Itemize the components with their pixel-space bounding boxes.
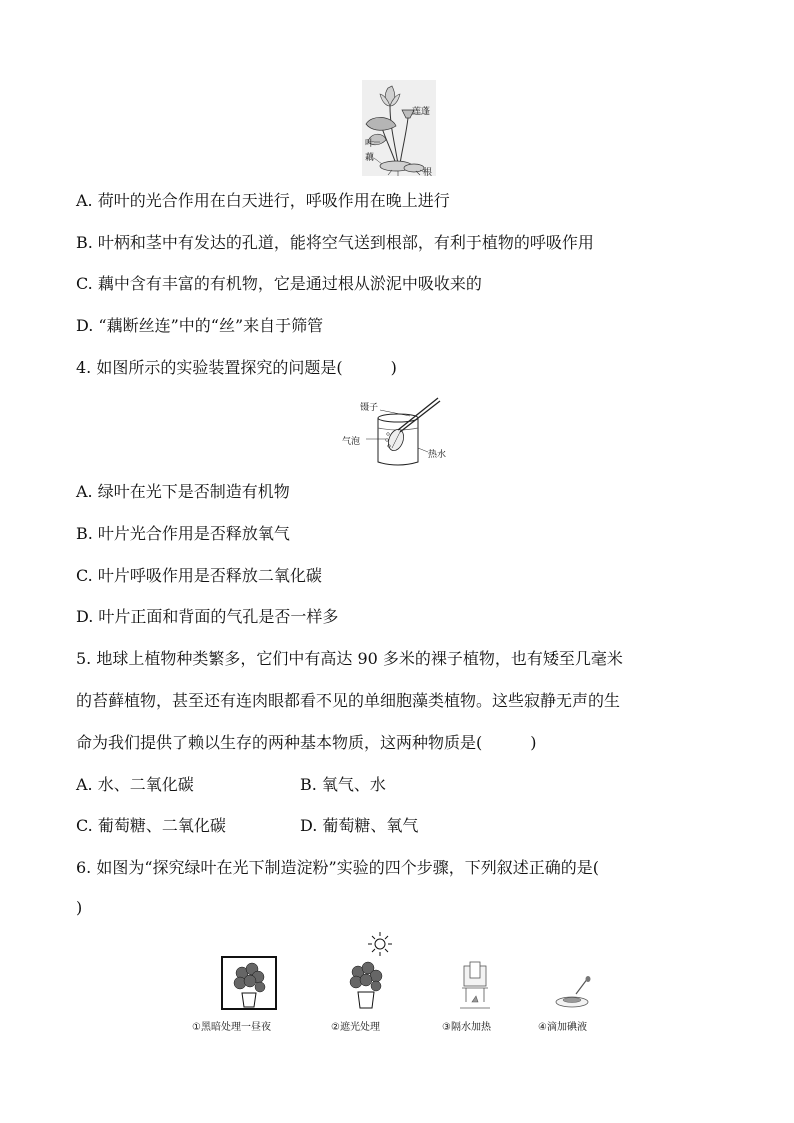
label-tweezers: 镊子	[360, 403, 379, 413]
option-q5-c: C. 葡萄糖、二氧化碳	[76, 816, 226, 835]
option-q3-a: A. 荷叶的光合作用在白天进行，呼吸作用在晚上进行	[76, 191, 450, 210]
step-2-caption: ②遮光处理	[331, 1022, 380, 1033]
option-q3-b: B. 叶柄和茎中有发达的孔道，能将空气送到根部，有利于植物的呼吸作用	[76, 233, 594, 252]
option-q3-c: C. 藕中含有丰富的有机物，它是通过根从淤泥中吸收来的	[76, 274, 482, 293]
iodine-dish-illustration	[552, 976, 596, 1010]
label-hot-water: 热水	[428, 450, 447, 460]
step-3-caption: ③隔水加热	[442, 1022, 491, 1033]
label-lianpeng: 莲蓬	[412, 107, 431, 117]
question-6-stem-line-1: 6. 如图为“探究绿叶在光下制造淀粉”实验的四个步骤，下列叙述正确的是(	[76, 858, 599, 877]
step-2-figure	[336, 932, 400, 1012]
label-gen: 根	[423, 168, 433, 178]
question-4-stem: 4. 如图所示的实验装置探究的问题是( )	[76, 358, 397, 377]
option-q4-a: A. 绿叶在光下是否制造有机物	[76, 482, 290, 501]
option-q4-c: C. 叶片呼吸作用是否释放二氧化碳	[76, 566, 322, 585]
label-ye: 叶	[365, 139, 375, 149]
step-1-caption: ①黑暗处理一昼夜	[192, 1022, 271, 1033]
question-5-stem-line-1: 5. 地球上植物种类繁多，它们中有高达 90 多米的裸子植物，也有矮至几毫米	[76, 649, 623, 668]
option-q4-d: D. 叶片正面和背面的气孔是否一样多	[76, 607, 339, 626]
step-1-figure	[218, 955, 280, 1011]
label-bubbles: 气泡	[342, 437, 361, 447]
option-q3-d: D. “藕断丝连”中的“丝”来自于筛管	[76, 316, 324, 335]
lotus-figure	[362, 80, 436, 176]
option-q5-b: B. 氧气、水	[300, 775, 386, 794]
water-bath-illustration	[456, 962, 496, 1012]
question-6-stem-line-2: )	[76, 898, 83, 917]
dark-box-plant-illustration	[218, 955, 280, 1011]
option-q5-a: A. 水、二氧化碳	[76, 775, 194, 794]
experiment-figure	[340, 396, 456, 468]
step-4-figure	[552, 976, 596, 1010]
step-3-figure	[456, 962, 496, 1012]
question-5-stem-line-2: 的苔藓植物，甚至还有连肉眼都看不见的单细胞藻类植物。这些寂静无声的生	[76, 691, 621, 710]
option-q4-b: B. 叶片光合作用是否释放氧气	[76, 524, 290, 543]
question-5-stem-line-3: 命为我们提供了赖以生存的两种基本物质，这两种物质是( )	[76, 733, 537, 752]
option-q5-d: D. 葡萄糖、氧气	[300, 816, 419, 835]
label-ou: 藕	[365, 153, 375, 163]
sun-plant-illustration	[336, 932, 400, 1012]
step-4-caption: ④滴加碘液	[538, 1022, 587, 1033]
